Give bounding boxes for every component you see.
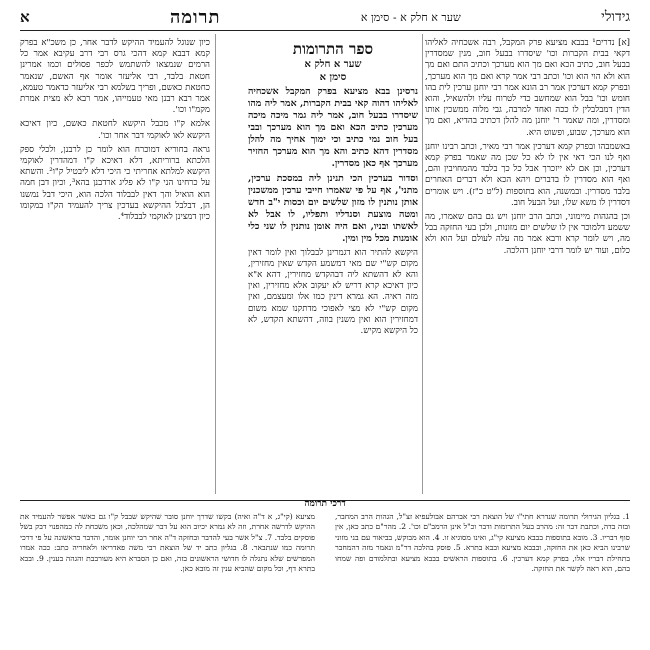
footnotes-left: מציעא (קי"ג, א ד"ה ואיה) בקשו שדרך יוחנן סובר שהיקש שבבל ק"ו גם כאשר אפשר להעמיד את ההיקש לדרשה אחרת, וזה לא גמרא יכיוב הוא על דבר שמהלכה, וכאן משכחת לה כמהפנוי דבק בשל פוסקים בלבד. 7. צ"ל אשר בעי להדבר ובחזקה ד"ה אחר רבי יוחנן אומר, והדבר בראשונה על פי דרכי תרומה כמו שנתבאר. 8. בגליון כתב יד של הוצאת רבי משה פאדריאו ולאחריה כתב: ככה אמרו המפרשים שלא נתגלה לו חדושי הראשונים בזה, ואם כן הסברא היא מעורבבת והגהה בענין. 9. ובבא בתרא דף, וכל מקום שהביא ענין זה מובא כאן. — [20, 512, 315, 574]
header-section: שער א חלק א - סימן א — [360, 10, 461, 24]
column-divider-right — [422, 34, 423, 494]
header-title: תרומה — [170, 6, 221, 28]
left-commentary-column — [20, 38, 210, 226]
left-paragraph: גראה בחוריא דמוכרח הוא לומר כן לרבנן, ולכלי ספק הלכתא ברוריתא, דלא דאיכא ק"ו דמהדרין לאוקמי היקשא למלתא אחריתי כי היכי דלא ליבטיל ק"ו². והשתא על כרחינו הני ק"ו לא פליג ארדבנן בהא³, וכיון דבן חמה הוא הואיל והך דאין לבבלוד הלכה הוא, היכי דבל נמשנו הן, דבלבל ההיקשא בעדכין צריך להעמיד הק"ו במקומו כיון דמצינן לאוקמי לבבלוד⁴. — [20, 144, 210, 223]
header-page-number: א — [20, 7, 30, 26]
right-paragraph: באשמבהו ובפרק קמא דערכין אמר רבי מאיר, וכתב רבינו יוחנן ואף לנו הכי דאי אין לו לא כל שכן מה שאמר בפרק קמא דערכין, וכן אם לא ייזכרך אבל כל כך בלבד מהמחויבין והם, ואף הוא מסדרין לו בדברים ויהא הכא ולא דברים האחרים בלבד מסדרין. ובמשנה, הוא בתוספות (ל"ט כ"ז). ויש אומרים דסדרין לו משא שלו, ועל הבעל חוב. — [425, 141, 630, 208]
header-rule — [20, 30, 630, 31]
notes-title: דרכי תרומה — [304, 499, 346, 509]
main-text-block: וסדור בערכין הכי תנינן ליה במסכת ערכין, מתני', אף על פי שאמרו חייבי ערכין ממשכנין אותן נותנין לו מזון שלשים יום וכסות י"ב חדש ומטה מוצעת וסנדליו ותפליו, לו אבל לא לאשתו ובניו, ואם היה אומן נותנין לו שני כלי אומנות מכל מין ומין. — [248, 172, 418, 244]
page-header — [20, 6, 630, 28]
left-paragraph: אלמא ק"ו מכבל היקשא לחטאת כאשם, כיון דאיכא היקשא לאו לאוקמי דבר אחר וכו'. — [20, 119, 210, 141]
footnotes-right: 1. בגליון הגירולי תרומה שנדרא חתי"ו של הוצאת רבי אברהם אבולעפיא זצ"ל, הגהות הרב המחבר, ובזה בדה, וכתבת דבר זה: מהרב בעל התרומות ודבר וכ"ל אינן הרמב"ם וכו'. 2. מהר"ם כתב כאן, אין סוף דבריו. 3. מובא בתוספות בבבא מציעא קי"ג, ואינו מסוגיא זו. 4. הוא מבוקש, בביאור עם בני מזוני שרבינו הביא כאן את החזקה, ובבבא מציעא ובבא בתרא. 5. פוסק בהלכה דר"מ ונאמר מזה דהמחבר בתחילת דבריו אלו, בפרק קמא דערכין. 6. בתוספות הראשים בבבא מציעא ובתלמודם ופה שמחו בהם, הוא ראה לקשר את החזקה. — [335, 512, 631, 574]
right-commentary-column — [425, 38, 630, 260]
main-text-column — [248, 38, 418, 340]
right-paragraph: וכן בהגהות מיימוני, וכתב הרב יוחנן ויש גם בהם שאמרו, מה ששמע דלמוכר אין לו שלשים יום מזונות, ולכן בעי החזקה בבל מה, ויש לומר קרא ורבא אמר מה עלה לעולם ועל הוא ולא כלום, ועוד יש לומר דרבי יוחנן דהלכה. — [425, 212, 630, 256]
header-book-name: גידולי — [601, 8, 630, 25]
column-divider-left — [215, 34, 216, 494]
book-title: ספר התרומות — [292, 40, 374, 58]
right-paragraph: [א] נדרים¹ בבבא מציעא פרק המקבל, רבה אשכחיה לאליהו דקאי בבית הקברות וכו' שיסדרו בבעל חוב, מנין שמסדרין בבעל חוב, כתיב הכא ואם מך הוא מערכך וכתיב התם ואם מך הוא ולא הוי הוא וכו' וכתב רבי אמר קרא ואם מך הוא מערכך, ובפרק קמא דערכין אמר רב הונא אמר רבי יוחנן ערכין לית בהו חומש וכו' בבל הוא שמחשב כדי לטרוח עליו ולהשאיל, והוא הדין דמבלבלין לו ככה ואחד למרבה, גבי מלוה ממשכין אותו ומסדרין, ומה שאמר ר' יוחנן מה להלן דכתיב בהדיא, ואם מך הוא מערכך, שבוע, ופשוט היא. — [425, 38, 630, 138]
left-paragraph: כיון שנוגל להעמיד ההיקש לדבר אחר, כן משכ"א בפרק קמא דבבא קמא דהכי גרס רבי דרב עקיבא אמר כל הרמים שנמצאו להשתמש לכפר פסולים וכמו אמרינן חטאת בלבד, רבי אליעזר אומר אף האשם, שנאמר כחטאת כאשם, ופריך בשלמא רבי אליעזר כדאמר טעמא, אמר רבא רבנן מאי טעמייהו, אמר רבא לא מצית אמרת מקמ"ו וכו'. — [20, 38, 210, 116]
section-heading: שער א חלק א — [304, 59, 362, 71]
siman-heading: סימן א — [319, 72, 347, 84]
main-text-block: נרסינן בבא מציעא בפרק המקבל אשכחיה לאליהו דהוה קאי בבית הקברות, אמר ליה מהו שיסדרו בבעל חוב, אמר ליה גמר מיכה מיכה מערכין כתיב הכא ואם מך הוא מערכך ובבי בעל חוב נמי כתיב וכי ימוך אחיך מה להלן מסדרין דהא כתיב והא מך הוא מערכך החזיר מערכך אף כאן מסדרין. — [248, 85, 418, 169]
main-text-continuation: היקשא להתיר הוא דגמרינן לבבלוך ואין לומר דאין מקום קש"י שם מאי דמשמע הקדש שאין מחזירין, והא לא דהשתא ליה דבהקדש מחזירין, דהא א"א כיון דאיכא קרא דריש לא יעקוב אלא מחזירין, ואין מזה ראיה. הא גמרא דינין כמו אלו ומעצמם, ואין מקום קש"י לא מצי לאפוכי מדתקנו שמא משום דמחזירין הוא ואין משנין בוזה, דהשתא הקדש, לא כל היקשא מקיש. — [248, 247, 418, 337]
